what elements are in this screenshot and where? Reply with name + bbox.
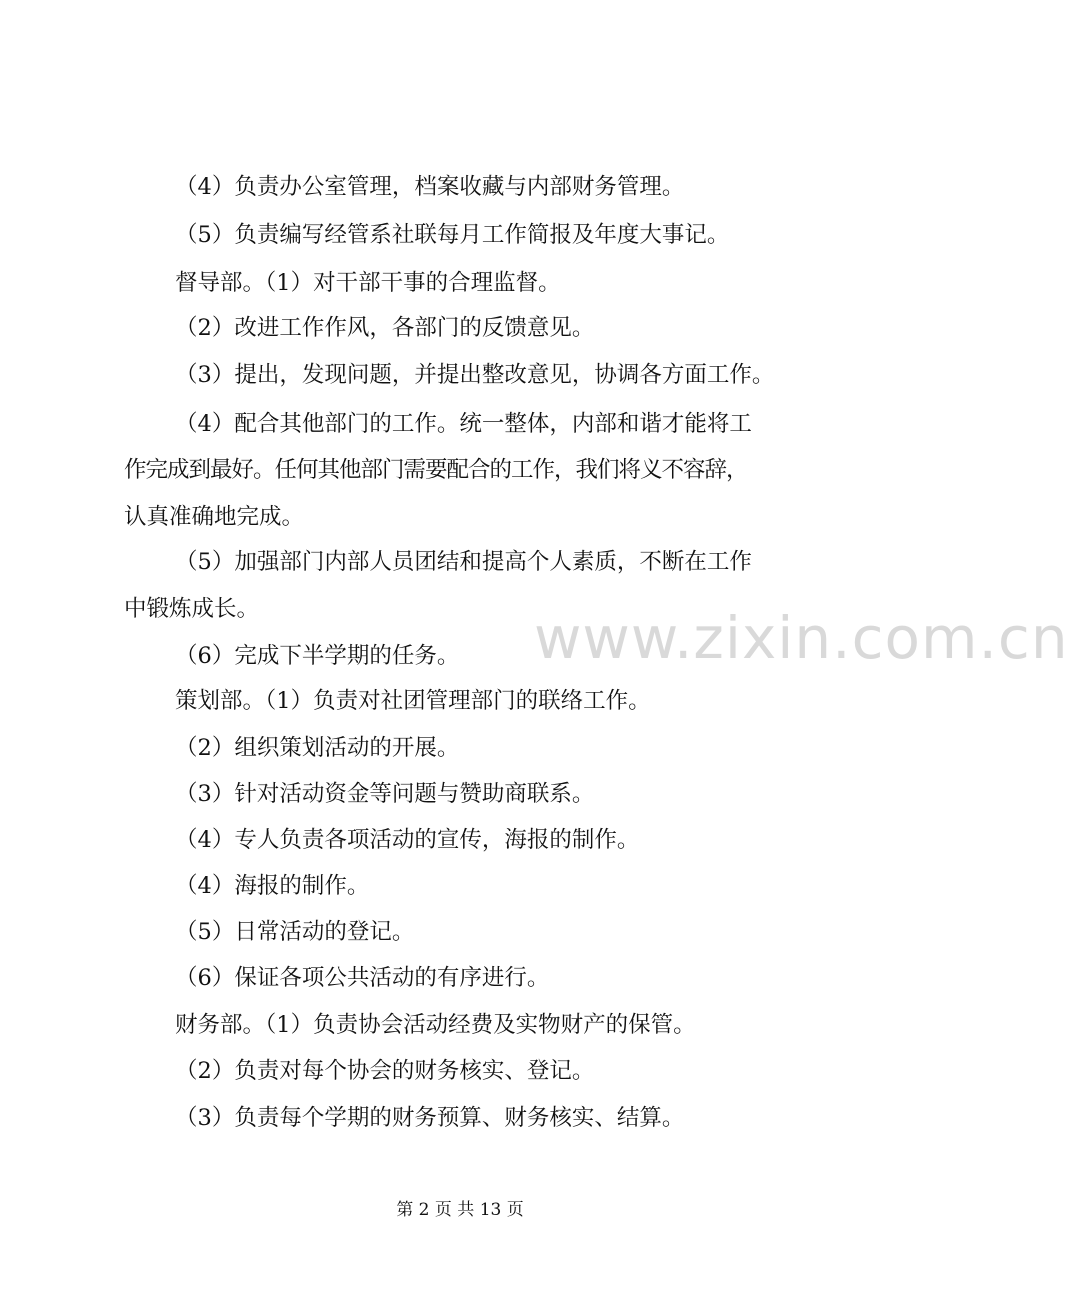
text-line: （5）负责编写经管系社联每月工作简报及年度大事记。 <box>175 222 730 248</box>
text-line: （6）保证各项公共活动的有序进行。 <box>175 965 550 991</box>
watermark: www.zixin.com.cn <box>534 604 1069 672</box>
text-line: （4）海报的制作。 <box>175 873 370 899</box>
text-line: （2）组织策划活动的开展。 <box>175 735 460 761</box>
text-line: （3）提出，发现问题，并提出整改意见，协调各方面工作。 <box>175 362 775 388</box>
text-line: 认真准确地完成。 <box>124 504 305 530</box>
text-line: 作完成到最好。任何其他部门需要配合的工作，我们将义不容辞， <box>124 457 748 483</box>
text-line: （6）完成下半学期的任务。 <box>175 643 460 669</box>
text-line: 策划部。（1）负责对社团管理部门的联络工作。 <box>175 688 651 714</box>
text-line: （2）改进工作作风，各部门的反馈意见。 <box>175 315 595 341</box>
text-line: （4）专人负责各项活动的宣传，海报的制作。 <box>175 827 640 853</box>
text-line: （4）配合其他部门的工作。统一整体，内部和谐才能将工 <box>175 411 752 437</box>
text-line: （3）负责每个学期的财务预算、财务核实、结算。 <box>175 1105 685 1131</box>
text-line: （5）加强部门内部人员团结和提高个人素质，不断在工作 <box>175 549 752 575</box>
page-footer: 第 2 页 共 13 页 <box>396 1200 524 1220</box>
text-line: 中锻炼成长。 <box>124 596 260 622</box>
text-line: （5）日常活动的登记。 <box>175 919 415 945</box>
text-line: 财务部。（1）负责协会活动经费及实物财产的保管。 <box>175 1012 696 1038</box>
text-line: 督导部。（1）对干部干事的合理监督。 <box>175 270 561 296</box>
text-line: （3）针对活动资金等问题与赞助商联系。 <box>175 781 595 807</box>
text-line: （4）负责办公室管理，档案收藏与内部财务管理。 <box>175 174 685 200</box>
text-line: （2）负责对每个协会的财务核实、登记。 <box>175 1058 595 1084</box>
